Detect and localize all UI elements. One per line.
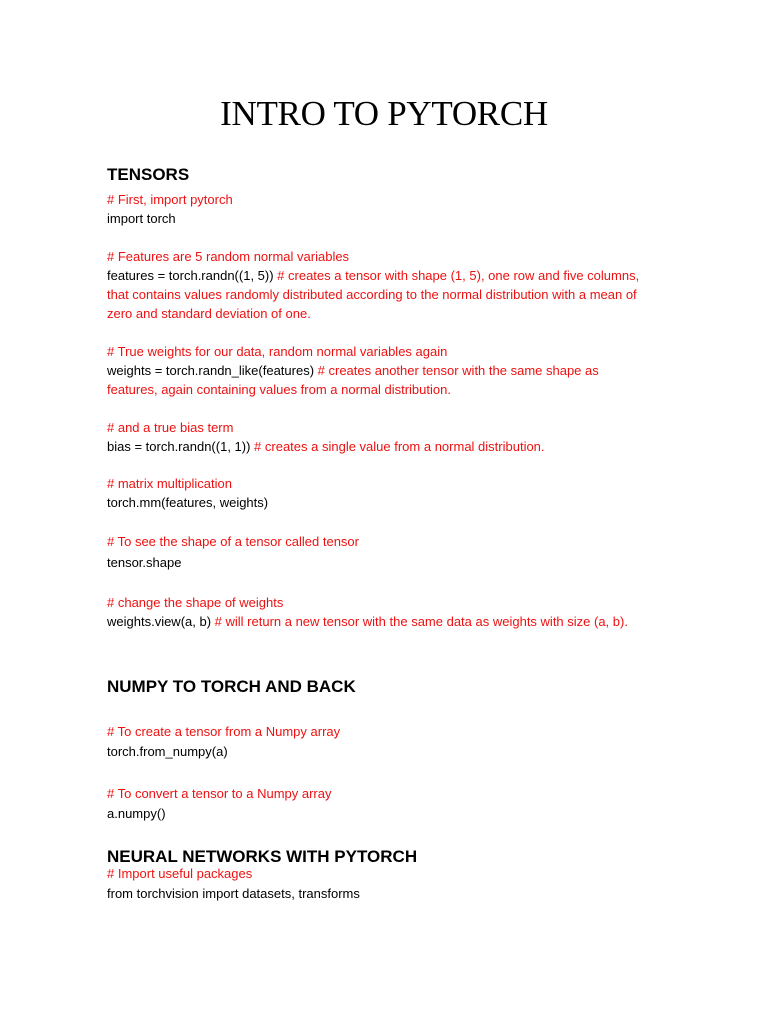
note-features: # creates a tensor with shape (1, 5), one row and five columns, that contains values randomly distributed according to the normal distribution with a mean of zero and standard deviation of one.	[107, 268, 640, 321]
note-bias: # creates a single value from a normal distribution.	[250, 439, 545, 454]
code-view: weights.view(a, b)	[107, 614, 212, 629]
code-nn-import: from torchvision import datasets, transforms	[107, 886, 360, 901]
block-view	[107, 593, 652, 631]
comment-shape: # To see the shape of a tensor called tensor	[107, 534, 359, 549]
comment-to-numpy: # To convert a tensor to a Numpy array	[107, 786, 332, 801]
code-from-numpy: torch.from_numpy(a)	[107, 744, 228, 759]
page-title: INTRO TO PYTORCH	[220, 94, 548, 133]
comment-matmul: # matrix multiplication	[107, 476, 232, 491]
code-matmul: torch.mm(features, weights)	[107, 495, 269, 510]
code-to-numpy: a.numpy()	[107, 806, 166, 821]
code-features: features = torch.randn((1, 5))	[107, 268, 274, 283]
section-heading-neural-networks: NEURAL NETWORKS WITH PYTORCH	[107, 847, 418, 866]
block-from-numpy	[107, 722, 652, 761]
block-shape	[107, 532, 652, 572]
comment-bias: # and a true bias term	[107, 420, 234, 435]
comment-from-numpy: # To create a tensor from a Numpy array	[107, 724, 341, 739]
comment-import-pytorch: # First, import pytorch	[107, 192, 233, 207]
block-bias	[107, 418, 652, 456]
block-weights	[107, 342, 652, 399]
code-weights: weights = torch.randn_like(features)	[107, 363, 315, 378]
block-import	[107, 190, 652, 228]
section-heading-numpy: NUMPY TO TORCH AND BACK	[107, 677, 356, 696]
comment-features: # Features are 5 random normal variables	[107, 249, 350, 264]
code-shape: tensor.shape	[107, 555, 182, 570]
comment-view: # change the shape of weights	[107, 595, 284, 610]
block-features	[107, 247, 652, 323]
code-bias: bias = torch.randn((1, 1))	[107, 439, 251, 454]
code-import-torch: import torch	[107, 211, 176, 226]
comment-weights: # True weights for our data, random normal variables again	[107, 344, 448, 359]
note-weights: # creates another tensor with the same shape as features, again containing values from a normal distribution.	[107, 363, 599, 397]
block-matmul	[107, 474, 652, 512]
comment-nn-import: # Import useful packages	[107, 866, 253, 881]
block-to-numpy	[107, 784, 652, 823]
note-view: # will return a new tensor with the same data as weights with size (a, b).	[211, 614, 628, 629]
section-heading-tensors: TENSORS	[107, 165, 190, 184]
block-nn-import	[107, 864, 652, 903]
